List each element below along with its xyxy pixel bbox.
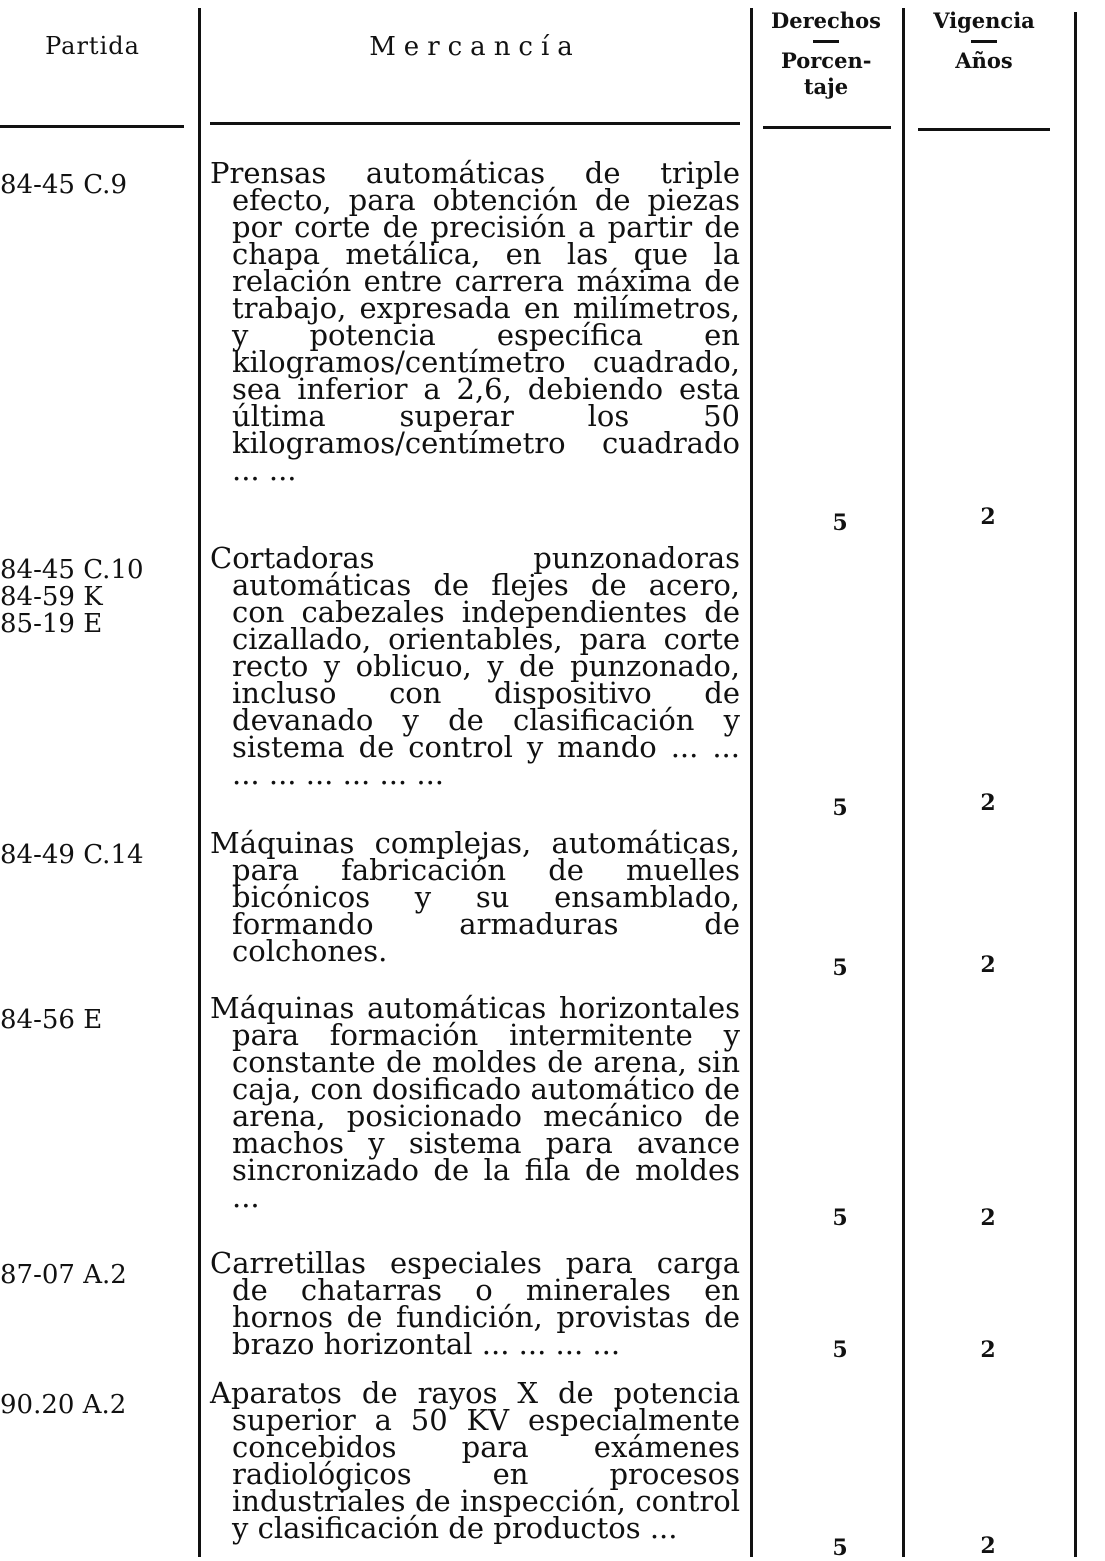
vigencia-value: 2 [980,952,996,978]
header-rule-partida [0,125,184,128]
header-rule-mercancia [210,122,740,125]
vigencia-value: 2 [980,1533,996,1559]
partida-code: 84-49 C.14 [0,840,144,870]
header-dash [971,40,997,43]
derechos-value: 5 [832,795,848,821]
derechos-value: 5 [832,510,848,536]
vigencia-value: 2 [980,1337,996,1363]
header-derechos [755,8,897,100]
header-vigencia [910,8,1058,74]
mercancia-description: Carretillas especiales para carga de chatarras o minerales en hornos de fundición, provistas de brazo horizontal ... ... ... ... [210,1246,740,1361]
derechos-value: 5 [832,1337,848,1363]
header-mercancia: Mercancía [369,32,581,62]
vigencia-value: 2 [980,504,996,530]
column-rule-4 [1074,12,1077,1557]
derechos-value: 5 [832,1205,848,1231]
partida-code: 84-56 E [0,1005,103,1035]
derechos-value: 5 [832,955,848,981]
header-anos-label: Años [955,48,1013,73]
mercancia-description: Cortadoras punzonadoras automáticas de flejes de acero, con cabezales independientes de cizallado, orientables, para corte recto y oblicuo, y de punzonado, incluso con dispositivo de devanado y de clasificación y sistema de control y mando ... ... ... ... ... ... ... ... [210,541,740,791]
vigencia-value: 2 [980,1205,996,1231]
column-rule-2 [750,8,753,1557]
partida-code: 84-45 C.10 84-59 K 85-19 E [0,555,144,639]
mercancia-description: Máquinas complejas, automáticas, para fabricación de muelles bicónicos y su ensamblado, formando armaduras de colchones. [210,826,740,968]
partida-code: 87-07 A.2 [0,1260,127,1290]
mercancia-description: Prensas automáticas de triple efecto, para obtención de piezas por corte de precisión a partir de chapa metálica, en las que la relación entre carrera máxima de trabajo, expresada en milímetros, y potencia específica en kilogramos/centímetro cuadrado, sea inferior a 2,6, debiendo esta última superar los 50 kilogramos/centímetro cuadrado ... ... [210,156,740,487]
header-partida: Partida [45,32,140,60]
vigencia-value: 2 [980,790,996,816]
header-rule-derechos [763,126,891,129]
header-rule-vigencia [918,128,1050,131]
header-dash [813,40,839,43]
partida-code: 90.20 A.2 [0,1390,127,1420]
column-rule-1 [198,8,201,1557]
header-derechos-label: Derechos [771,8,881,33]
mercancia-description: Máquinas automáticas horizontales para formación intermitente y constante de moldes de arena, sin caja, con dosificado automático de arena, posicionado mecánico de machos y sistema para avance sincronizado de la fila de moldes ... [210,991,740,1214]
mercancia-description: Aparatos de rayos X de potencia superior a 50 KV especialmente concebidos para exámenes radiológicos en procesos industriales de inspección, control y clasificación de productos ... [210,1376,740,1545]
column-rule-3 [902,8,905,1557]
partida-code: 84-45 C.9 [0,170,127,200]
derechos-value: 5 [832,1535,848,1561]
header-vigencia-label: Vigencia [933,8,1035,33]
header-porcentaje-label: Porcen- taje [781,48,872,99]
